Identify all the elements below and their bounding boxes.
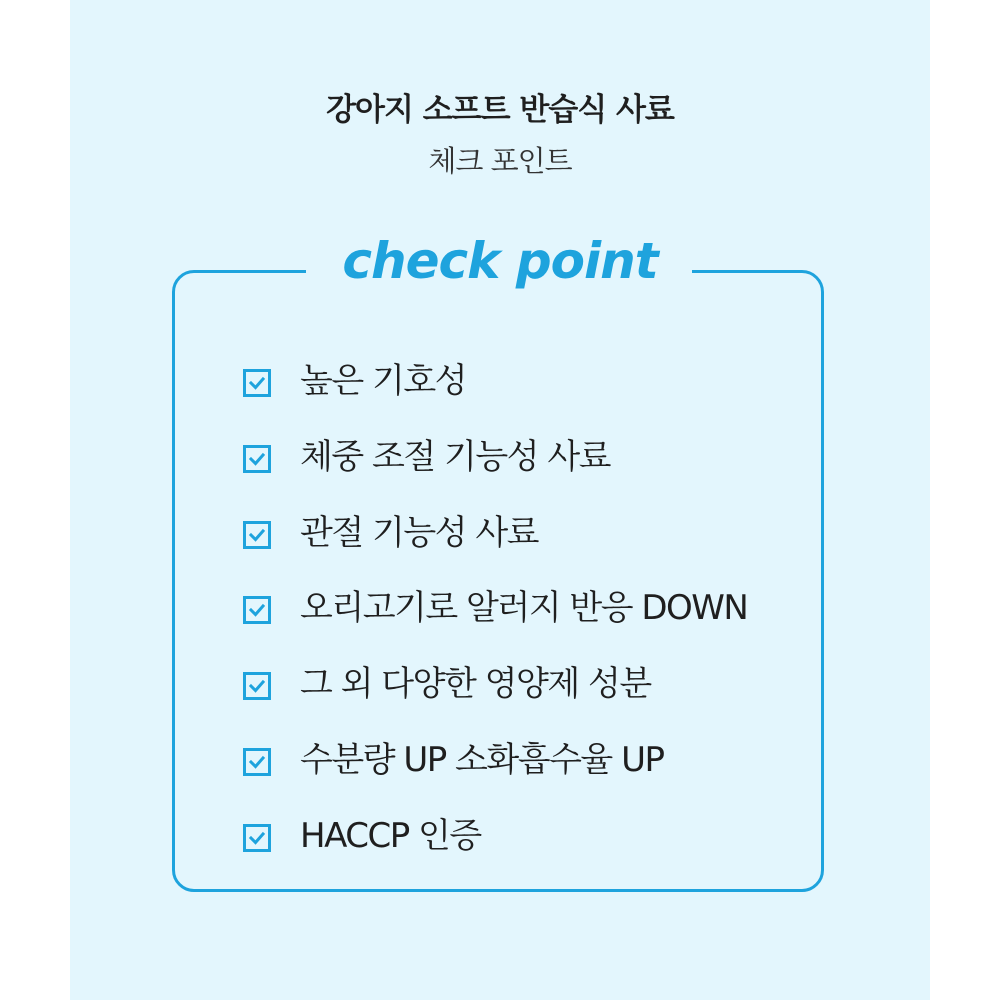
- list-item-label: 오리고기로 알러지 반응 DOWN: [300, 588, 748, 629]
- checkbox-checked-icon: [243, 521, 271, 549]
- checkpoint-heading: check point: [342, 232, 658, 290]
- checkbox-checked-icon: [243, 596, 271, 624]
- checkbox-checked-icon: [243, 369, 271, 397]
- checkbox-checked-icon: [243, 445, 271, 473]
- checkbox-checked-icon: [243, 824, 271, 852]
- list-item-label: 그 외 다양한 영양제 성분: [300, 664, 651, 705]
- list-item-label: HACCP 인증: [300, 815, 481, 856]
- checkbox-checked-icon: [243, 672, 271, 700]
- checkpoint-frame: [172, 270, 824, 892]
- list-item-label: 관절 기능성 사료: [300, 512, 539, 553]
- list-item-label: 수분량 UP 소화흡수율 UP: [300, 739, 664, 780]
- page-subtitle: 체크 포인트: [428, 144, 572, 178]
- list-item-label: 체중 조절 기능성 사료: [300, 436, 611, 477]
- page-title: 강아지 소프트 반습식 사료: [326, 92, 674, 128]
- list-item-label: 높은 기호성: [300, 361, 467, 401]
- checkbox-checked-icon: [243, 748, 271, 776]
